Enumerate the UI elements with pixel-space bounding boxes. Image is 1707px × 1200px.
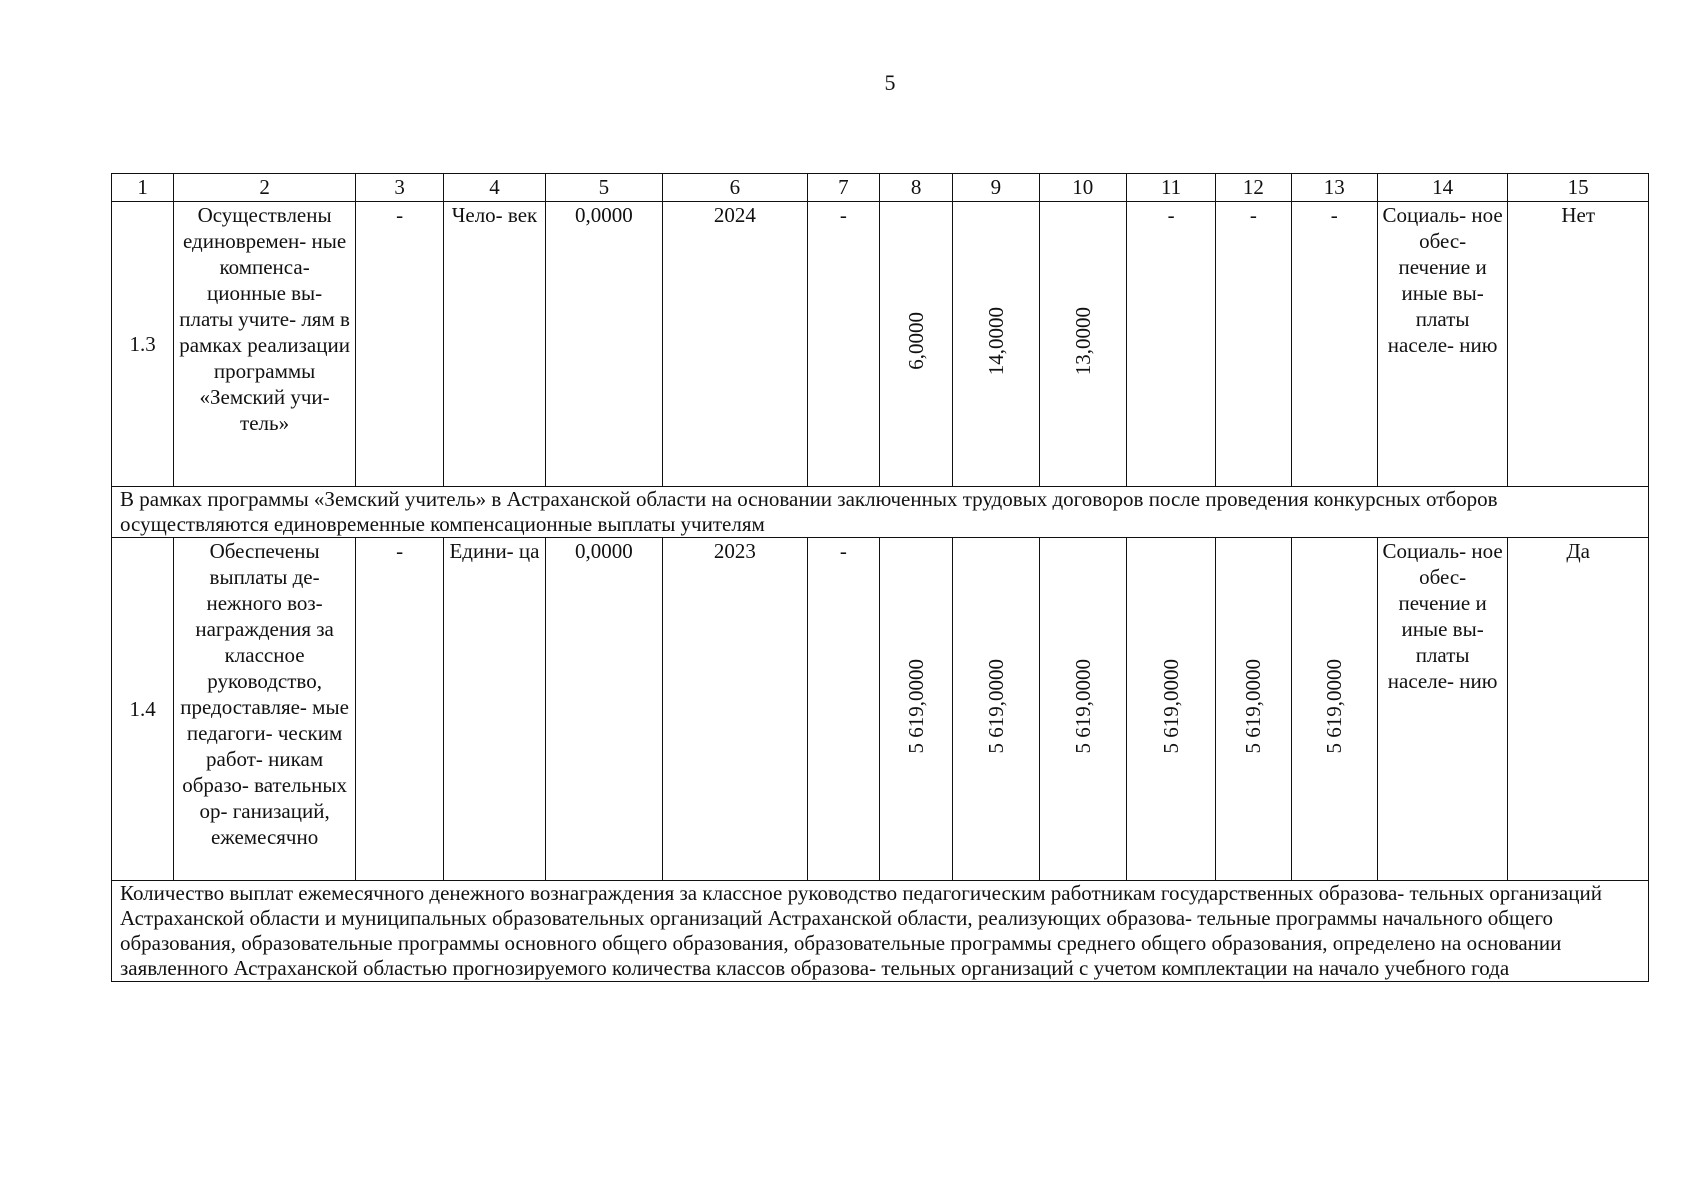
column-number-row xyxy=(112,174,1649,202)
note-row xyxy=(112,881,1649,982)
note-row xyxy=(112,487,1649,538)
row-note: Количество выплат ежемесячного денежного вознаграждения за классное руководство педагогическим работникам государственных образова- тельных организаций Астраханской области и муниципальных образовательных организаций Астраханской области, реализующих образова- тельные программы начального общего образования, образовательные программы основного общего образования, образовательные программы среднего общего образования, определено на основании заявленного Астраханской областью прогнозируемого количества классов образова- тельных организаций с учетом комплектации на начало учебного года xyxy=(112,881,1649,982)
value-cell xyxy=(1039,538,1126,881)
column-number: 14 xyxy=(1377,174,1508,202)
value-text: 5 619,0000 xyxy=(1322,658,1347,754)
column-number: 1 xyxy=(112,174,174,202)
row-code: 1.3 xyxy=(112,202,174,487)
unit-cell: Чело- век xyxy=(444,202,545,487)
indicator-name: Обеспечены выплаты де- нежного воз- награждения за классное руководство, предоставляе- мые педагоги- ческим работ- никам образо- вательных ор- ганизаций, ежемесячно xyxy=(174,538,356,881)
column-number: 4 xyxy=(444,174,545,202)
value-cell xyxy=(1039,202,1126,487)
table-row xyxy=(112,202,1649,487)
base-value-cell: 0,0000 xyxy=(545,538,662,881)
column-number: 12 xyxy=(1216,174,1291,202)
column-number: 7 xyxy=(807,174,879,202)
column-number: 2 xyxy=(174,174,356,202)
value-text: 5 619,0000 xyxy=(1070,658,1095,754)
value-cell xyxy=(1126,538,1215,881)
column-number: 15 xyxy=(1508,174,1649,202)
column-number: 8 xyxy=(879,174,952,202)
value-text: 5 619,0000 xyxy=(1241,658,1266,754)
value-cell xyxy=(953,538,1039,881)
value-cell xyxy=(879,538,952,881)
base-value-cell: 0,0000 xyxy=(545,202,662,487)
value-cell xyxy=(953,202,1039,487)
value-text: 5 619,0000 xyxy=(1159,658,1184,754)
column-number: 13 xyxy=(1291,174,1377,202)
row-code: 1.4 xyxy=(112,538,174,881)
column-number: 3 xyxy=(355,174,443,202)
indicator-name: Осуществлены единовремен- ные компенса- ционные вы- платы учите- лям в рамках реализации программы «Земский учи- тель» xyxy=(174,202,356,487)
base-year-cell: 2024 xyxy=(663,202,808,487)
table-cell: - xyxy=(355,538,443,881)
value-text: 14,0000 xyxy=(983,306,1008,376)
table-cell: - xyxy=(807,202,879,487)
value-text: 5 619,0000 xyxy=(983,658,1008,754)
column-number: 6 xyxy=(663,174,808,202)
indicators-table xyxy=(111,173,1649,982)
column-number: 5 xyxy=(545,174,662,202)
table-cell: - xyxy=(807,538,879,881)
value-text: 5 619,0000 xyxy=(904,658,929,754)
value-text: 6,0000 xyxy=(904,312,929,370)
value-text: 13,0000 xyxy=(1070,306,1095,376)
table-cell: - xyxy=(1126,202,1215,487)
table-row xyxy=(112,538,1649,881)
flag-cell: Нет xyxy=(1508,202,1649,487)
table-cell: - xyxy=(1291,202,1377,487)
table-cell: - xyxy=(1216,202,1291,487)
base-year-cell: 2023 xyxy=(663,538,808,881)
unit-cell: Едини- ца xyxy=(444,538,545,881)
value-cell xyxy=(879,202,952,487)
category-cell: Социаль- ное обес- печение и иные вы- платы населе- нию xyxy=(1377,202,1508,487)
value-cell xyxy=(1291,538,1377,881)
table-cell: - xyxy=(355,202,443,487)
column-number: 9 xyxy=(953,174,1039,202)
row-note: В рамках программы «Земский учитель» в Астраханской области на основании заключенных трудовых договоров после проведения конкурсных отборов осуществляются единовременные компенсационные выплаты учителям xyxy=(112,487,1649,538)
column-number: 10 xyxy=(1039,174,1126,202)
value-cell xyxy=(1216,538,1291,881)
page-number: 5 xyxy=(884,70,896,95)
column-number: 11 xyxy=(1126,174,1215,202)
flag-cell: Да xyxy=(1508,538,1649,881)
category-cell: Социаль- ное обес- печение и иные вы- платы населе- нию xyxy=(1377,538,1508,881)
